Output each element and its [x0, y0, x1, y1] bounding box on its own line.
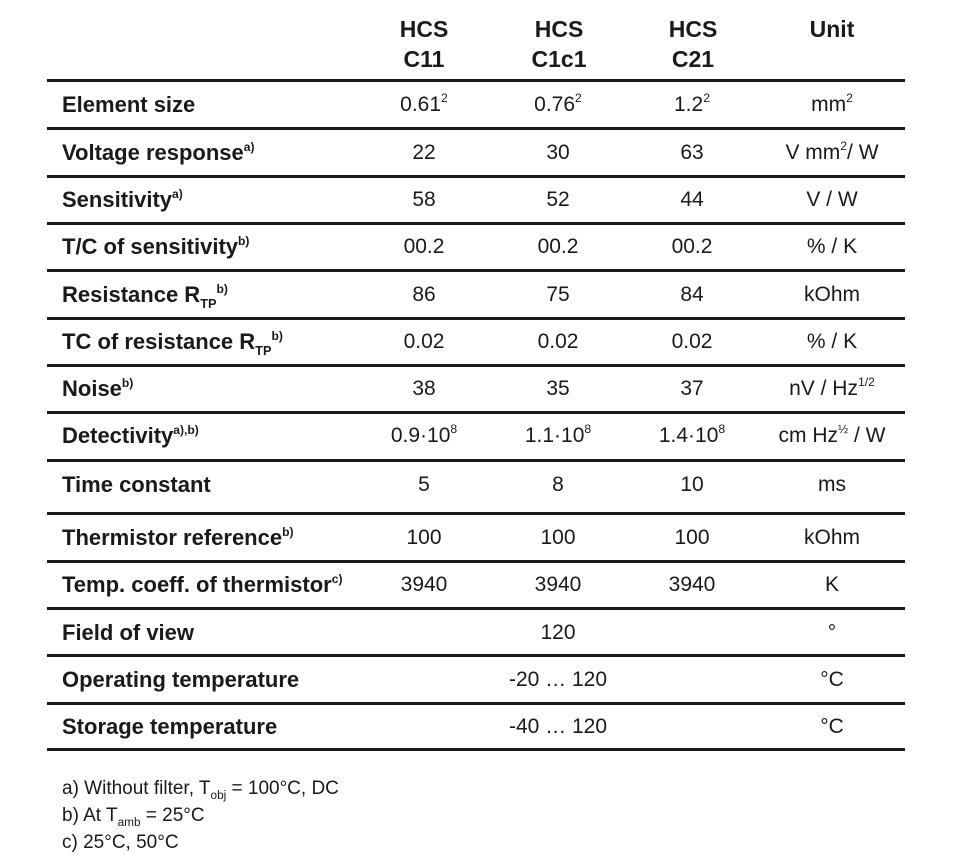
row-label: Voltage response$^{a)}$ — [62, 139, 255, 165]
unit-cell: °C — [820, 715, 844, 738]
value-c11: 0.02 — [403, 330, 445, 353]
unit-cell: kOhm — [803, 283, 860, 306]
table-row-element-size — [0, 83, 960, 127]
value-c11: 00.2 — [403, 235, 445, 258]
row-label: T/C of sensitivity$^{b)}$ — [62, 233, 250, 259]
row-label: Storage temperature — [62, 714, 278, 739]
table-rule — [47, 607, 905, 610]
value-c1c1: 0.76$^2$ — [534, 90, 582, 116]
value-c11: 38 — [412, 377, 436, 400]
table-row-operating-temperature — [0, 658, 960, 702]
value-c1c1: 100 — [540, 526, 576, 549]
header-line1: HCS — [399, 16, 449, 42]
value-c11: $0.9\cdot 10^8$ — [390, 421, 458, 447]
table-row-resistance — [0, 273, 960, 317]
value-c21: $1.2^2$ — [674, 90, 710, 116]
footnote-a: a) Without filter, $T_{obj} = 100^\circ C$, DC — [62, 778, 339, 803]
table-rule — [47, 512, 905, 515]
value-c1c1: $1.1\cdot 10^8$ — [524, 421, 592, 447]
table-rule — [47, 269, 905, 272]
header-hcs-c11 — [364, 14, 484, 74]
unit-cell: cm $Hz^{\frac{1}{2}}$ / W — [778, 421, 886, 447]
value-c21: 0.02 — [671, 330, 713, 353]
value-all-models: -40 … 120 — [508, 715, 608, 738]
header-unit — [772, 14, 892, 44]
row-label: Temp. coeff. of thermistor$^{c)}$ — [62, 571, 343, 597]
row-label: Time constant — [62, 472, 211, 497]
value-c1c1: 3940 — [534, 573, 582, 596]
value-c1c1: 0.02 — [537, 330, 579, 353]
unit-cell: ms — [818, 473, 846, 496]
table-row-noise — [0, 367, 960, 411]
header-line2: C21 — [671, 46, 715, 72]
value-c21: 00.2 — [671, 235, 713, 258]
table-rule — [47, 79, 905, 82]
table-rule — [47, 459, 905, 462]
table-row-thermistor-reference — [0, 516, 960, 560]
value-c1c1: 8 — [552, 473, 564, 496]
table-row-detectivity — [0, 414, 960, 458]
value-all-models: -20 … 120 — [508, 668, 608, 691]
value-c1c1: 75 — [546, 283, 570, 306]
value-c21: 37 — [680, 377, 704, 400]
value-c1c1: 00.2 — [537, 235, 579, 258]
header-hcs-c21 — [633, 14, 753, 74]
value-c21: $1.4\cdot 10^8$ — [658, 421, 726, 447]
table-row-sensitivity — [0, 178, 960, 222]
value-c11: 100 — [406, 526, 442, 549]
value-c21: 63 — [680, 141, 704, 164]
unit-cell: % / K — [806, 330, 858, 353]
footnote-c: c) 25°C, 50°C — [62, 832, 179, 853]
row-label: Noise$^{b)}$ — [62, 375, 134, 401]
value-all-models: 120 — [540, 621, 576, 644]
value-c21: 84 — [680, 283, 704, 306]
value-c11: 0.61$^2$ — [400, 90, 448, 116]
unit-cell: K — [824, 573, 839, 596]
header-unit-label: Unit — [809, 16, 855, 42]
table-row-time-constant — [0, 463, 960, 507]
value-c11: 58 — [412, 188, 436, 211]
row-label: Operating temperature — [62, 667, 300, 692]
row-label: Element size — [62, 92, 196, 117]
value-c11: 22 — [412, 141, 436, 164]
table-row-storage-temperature — [0, 705, 960, 749]
row-label: Thermistor reference$^{b)}$ — [62, 524, 294, 550]
table-row-thermistor-coeff — [0, 563, 960, 607]
unit-cell: $mm^2$ — [811, 90, 853, 116]
row-label: Detectivity$^{a),b)}$ — [62, 422, 199, 448]
value-c11: 86 — [412, 283, 436, 306]
header-line2: C11 — [403, 46, 445, 72]
table-row-field-of-view — [0, 611, 960, 655]
value-c11: 3940 — [400, 573, 448, 596]
value-c21: 44 — [680, 188, 704, 211]
value-c1c1: 35 — [546, 377, 570, 400]
row-label: Sensitivity$^{a)}$ — [62, 186, 183, 212]
unit-cell: kOhm — [803, 526, 860, 549]
table-row-voltage-response — [0, 131, 960, 175]
value-c1c1: 52 — [546, 188, 570, 211]
footnote-b: b) At $T_{amb} = 25^\circ C$ — [62, 805, 205, 830]
footnotes — [62, 776, 339, 855]
value-c1c1: 30 — [546, 141, 570, 164]
unit-cell: % / K — [806, 235, 858, 258]
header-hcs-c1c1 — [499, 14, 619, 74]
value-c21: 10 — [680, 473, 704, 496]
header-line2: C1c1 — [531, 46, 587, 72]
unit-cell: V $mm^2/$ W — [785, 138, 879, 164]
unit-cell: °C — [820, 668, 844, 691]
unit-cell: ° — [827, 621, 837, 644]
header-line1: HCS — [668, 16, 718, 42]
table-row-tc-sensitivity — [0, 225, 960, 269]
table-row-tc-resistance — [0, 320, 960, 364]
value-c21: 3940 — [668, 573, 716, 596]
value-c11: 5 — [418, 473, 430, 496]
unit-cell: nV / $Hz^{1/2}$ — [789, 374, 875, 400]
header-line1: HCS — [534, 16, 584, 42]
row-label: TC of resistance $R_{TP}^{b)}$ — [62, 328, 283, 358]
value-c21: 100 — [674, 526, 710, 549]
row-label: Field of view — [62, 620, 195, 645]
row-label: Resistance $R_{TP}^{b)}$ — [62, 281, 228, 311]
unit-cell: V / W — [806, 188, 858, 211]
table-rule — [47, 127, 905, 130]
